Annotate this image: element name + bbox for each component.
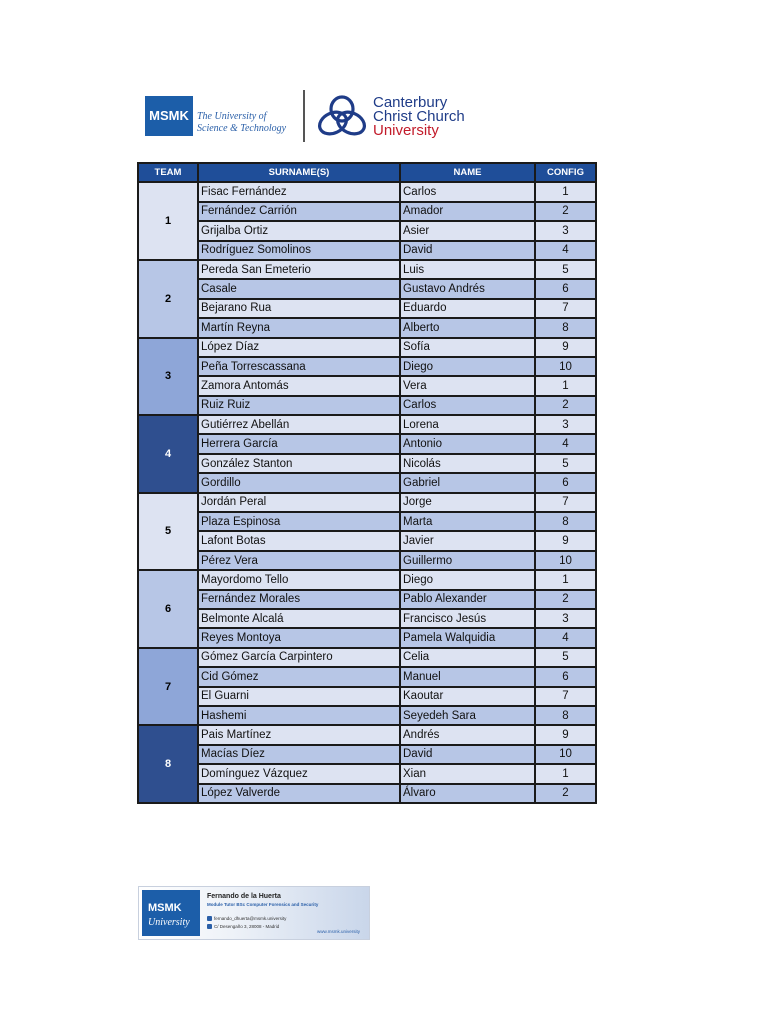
config-cell: 6 (535, 473, 596, 492)
name-cell: Xian (400, 764, 535, 783)
table-row (138, 784, 596, 803)
config-cell: 1 (535, 570, 596, 589)
msmk-tagline-line2: Science & Technology (197, 123, 287, 134)
config-cell: 8 (535, 318, 596, 337)
table-row (138, 473, 596, 492)
name-cell: Lorena (400, 415, 535, 434)
config-cell: 6 (535, 279, 596, 298)
table-row (138, 279, 596, 298)
name-cell: David (400, 745, 535, 764)
name-cell: Luis (400, 260, 535, 279)
contact-role: Module Tutor BSc Computer Forensics and Security (207, 902, 319, 907)
table-row (138, 725, 596, 744)
config-cell: 6 (535, 667, 596, 686)
table-row (138, 318, 596, 337)
team-number-cell: 1 (138, 182, 198, 260)
team-number-cell: 4 (138, 415, 198, 493)
name-cell: Marta (400, 512, 535, 531)
name-cell: Asier (400, 221, 535, 240)
name-cell: Guillermo (400, 551, 535, 570)
email-icon (207, 916, 212, 921)
team-roster-table (137, 162, 597, 804)
config-cell: 5 (535, 454, 596, 473)
table-row (138, 396, 596, 415)
header-surnames: SURNAME(S) (198, 163, 400, 182)
contact-email-text: fernando_dhuerta@msmk.university (214, 916, 287, 921)
header-logos (145, 88, 475, 143)
surname-cell: Fisac Fernández (198, 182, 400, 201)
surname-cell: Jordán Peral (198, 493, 400, 512)
surname-cell: Grijalba Ortiz (198, 221, 400, 240)
header-team: TEAM (138, 163, 198, 182)
surname-cell: Bejarano Rua (198, 299, 400, 318)
name-cell: Sofía (400, 338, 535, 357)
contact-name: Fernando de la Huerta (207, 893, 281, 900)
table-row (138, 415, 596, 434)
config-cell: 7 (535, 493, 596, 512)
name-cell: Jorge (400, 493, 535, 512)
config-cell: 7 (535, 687, 596, 706)
cccu-emblem-icon (313, 93, 371, 139)
surname-cell: González Stanton (198, 454, 400, 473)
name-cell: Carlos (400, 182, 535, 201)
config-cell: 3 (535, 415, 596, 434)
table-row (138, 687, 596, 706)
table-row (138, 512, 596, 531)
name-cell: Kaoutar (400, 687, 535, 706)
table-row (138, 570, 596, 589)
surname-cell: El Guarni (198, 687, 400, 706)
name-cell: Javier (400, 531, 535, 550)
name-cell: Carlos (400, 396, 535, 415)
name-cell: Antonio (400, 434, 535, 453)
surname-cell: López Díaz (198, 338, 400, 357)
table-row (138, 454, 596, 473)
team-number-cell: 8 (138, 725, 198, 803)
config-cell: 2 (535, 202, 596, 221)
msmk-tagline-line1: The University of (197, 111, 267, 122)
card-logo-line2: University (148, 917, 190, 928)
config-cell: 2 (535, 590, 596, 609)
table-row (138, 241, 596, 260)
cccu-line1: Canterbury (373, 94, 448, 111)
config-cell: 10 (535, 357, 596, 376)
header-name: NAME (400, 163, 535, 182)
team-number-cell: 6 (138, 570, 198, 648)
msmk-tagline (197, 111, 307, 135)
surname-cell: Fernández Carrión (198, 202, 400, 221)
card-logo-line1: MSMK (148, 902, 182, 914)
surname-cell: Gutiérrez Abellán (198, 415, 400, 434)
surname-cell: Lafont Botas (198, 531, 400, 550)
surname-cell: Pérez Vera (198, 551, 400, 570)
table-row (138, 764, 596, 783)
config-cell: 7 (535, 299, 596, 318)
location-icon (207, 924, 212, 929)
header-config: CONFIG (535, 163, 596, 182)
surname-cell: Domínguez Vázquez (198, 764, 400, 783)
table-header-row (138, 163, 596, 182)
name-cell: Gabriel (400, 473, 535, 492)
table-row (138, 182, 596, 201)
contact-card (138, 886, 370, 940)
contact-website: www.msmk.university (317, 929, 361, 934)
name-cell: Gustavo Andrés (400, 279, 535, 298)
config-cell: 9 (535, 338, 596, 357)
table-row (138, 706, 596, 725)
surname-cell: Rodríguez Somolinos (198, 241, 400, 260)
table-row (138, 551, 596, 570)
table-row (138, 745, 596, 764)
config-cell: 10 (535, 551, 596, 570)
surname-cell: Mayordomo Tello (198, 570, 400, 589)
name-cell: Vera (400, 376, 535, 395)
surname-cell: Ruiz Ruiz (198, 396, 400, 415)
name-cell: Pablo Alexander (400, 590, 535, 609)
logo-divider (303, 90, 305, 142)
surname-cell: Martín Reyna (198, 318, 400, 337)
team-number-cell: 5 (138, 493, 198, 571)
surname-cell: Cid Gómez (198, 667, 400, 686)
table-row (138, 434, 596, 453)
team-number-cell: 7 (138, 648, 198, 726)
name-cell: Diego (400, 570, 535, 589)
msmk-university-logo (142, 890, 200, 936)
name-cell: Diego (400, 357, 535, 376)
surname-cell: Gordillo (198, 473, 400, 492)
name-cell: Eduardo (400, 299, 535, 318)
config-cell: 9 (535, 725, 596, 744)
contact-address-text: C/ Desengaño 3, 28008 - Madrid (214, 924, 280, 929)
table-row (138, 493, 596, 512)
config-cell: 4 (535, 434, 596, 453)
name-cell: Pamela Walquidia (400, 628, 535, 647)
cccu-line3: University (373, 122, 439, 139)
config-cell: 2 (535, 396, 596, 415)
surname-cell: Macías Díez (198, 745, 400, 764)
config-cell: 2 (535, 784, 596, 803)
table-row (138, 338, 596, 357)
table-row (138, 202, 596, 221)
name-cell: Amador (400, 202, 535, 221)
cccu-line2: Christ Church (373, 108, 465, 125)
name-cell: Álvaro (400, 784, 535, 803)
contact-email (207, 916, 286, 921)
msmk-logo: MSMK (145, 96, 193, 136)
table-row (138, 628, 596, 647)
surname-cell: Herrera García (198, 434, 400, 453)
name-cell: Francisco Jesús (400, 609, 535, 628)
name-cell: Alberto (400, 318, 535, 337)
surname-cell: Hashemi (198, 706, 400, 725)
surname-cell: Belmonte Alcalá (198, 609, 400, 628)
surname-cell: López Valverde (198, 784, 400, 803)
config-cell: 1 (535, 182, 596, 201)
table-row (138, 590, 596, 609)
surname-cell: Pereda San Emeterio (198, 260, 400, 279)
config-cell: 3 (535, 609, 596, 628)
table-row (138, 221, 596, 240)
surname-cell: Casale (198, 279, 400, 298)
table-row (138, 376, 596, 395)
surname-cell: Peña Torrescassana (198, 357, 400, 376)
config-cell: 9 (535, 531, 596, 550)
name-cell: Seyedeh Sara (400, 706, 535, 725)
config-cell: 4 (535, 628, 596, 647)
config-cell: 10 (535, 745, 596, 764)
name-cell: Nicolás (400, 454, 535, 473)
table-row (138, 531, 596, 550)
team-number-cell: 3 (138, 338, 198, 416)
surname-cell: Pais Martínez (198, 725, 400, 744)
config-cell: 3 (535, 221, 596, 240)
surname-cell: Zamora Antomás (198, 376, 400, 395)
table-body (138, 182, 596, 803)
surname-cell: Plaza Espinosa (198, 512, 400, 531)
config-cell: 1 (535, 376, 596, 395)
table-row (138, 299, 596, 318)
config-cell: 4 (535, 241, 596, 260)
config-cell: 5 (535, 260, 596, 279)
surname-cell: Reyes Montoya (198, 628, 400, 647)
table-row (138, 609, 596, 628)
surname-cell: Gómez García Carpintero (198, 648, 400, 667)
contact-address (207, 924, 279, 929)
table-row (138, 260, 596, 279)
table-row (138, 357, 596, 376)
surname-cell: Fernández Morales (198, 590, 400, 609)
config-cell: 5 (535, 648, 596, 667)
config-cell: 1 (535, 764, 596, 783)
table-row (138, 648, 596, 667)
name-cell: David (400, 241, 535, 260)
config-cell: 8 (535, 512, 596, 531)
cccu-wordmark (373, 96, 465, 138)
name-cell: Celia (400, 648, 535, 667)
team-number-cell: 2 (138, 260, 198, 338)
name-cell: Manuel (400, 667, 535, 686)
table-row (138, 667, 596, 686)
name-cell: Andrés (400, 725, 535, 744)
config-cell: 8 (535, 706, 596, 725)
